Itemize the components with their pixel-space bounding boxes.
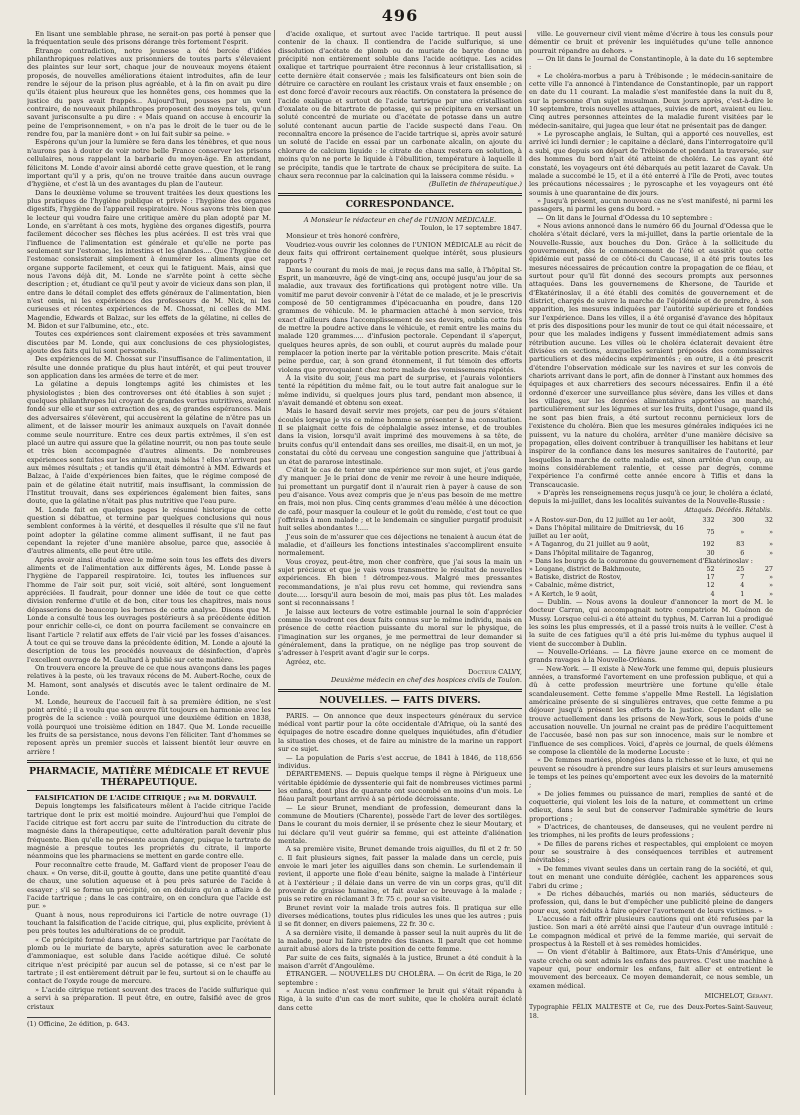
paragraph: » Jusqu'à présent, aucun nouveau cas ne s'est manifesté, ni parmi les passagers, ni parmi les gens du bord. » — [529, 196, 773, 214]
paragraph: ville. Le gouverneur civil vient même d'écrire à tous les consuls pour démentir ce bruit et prévenir les inquiétudes qu'une telle annonce pourrait répandre au dehors. » — [529, 30, 773, 55]
paragraph: Dans le courant du mois de mai, je reçus dans ma salle, à l'hôpital St-Esprit, un manœuvre, âgé de vingt-cinq ans, occupé jusqu'au jour de sa maladie, aux travaux des fortifications qui protègent notre ville. Un vomitif me parut devoir convenir à l'état de ce malade, et je le prescrivis composé de 50 centigrammes d'ipécacuanha en poudre, dans 120 grammes de véhicule. M. le pharmacien attaché à mon service, très exact d'ailleurs dans l'accomplissement de ses devoirs, oublia cette fois de mettre la poudre active dans le véhicule, et remit entre les mains du malade 120 grammes..... d'infusion pectorale. Cependant il s'aperçut, quelques heures après, de son oubli, et courut auprès du malade pour remplacer la potion inerte par la véritable potion prescrite. Mais c'était peine perdue, car, à son grand étonnement, il fut témoin des efforts violens que provoquaient chez notre malade des vomissemens répétés. — [278, 265, 522, 374]
table-cell: 17 — [706, 573, 715, 582]
paragraph: » D'actrices, de chanteuses, de danseuses, qui ne veulent perdre ni les triomphes, ni les profits de leurs professions ; — [529, 823, 773, 840]
paragraph: Après avoir ainsi étudié avec le même soin tous les effets des divers aliments et de l'alimentation aux différents âges, M. Londe passe à l'hygiène de l'appareil respiratoire. Ici, toutes les influences sur l'homme de l'air soit pur, soit vicié, soit altéré, sont longuement appréciées. Il faudrait, pour donner une idée de tout ce que cette division renferme d'utile et de bon, citer tous les chapitres, mais nous dépasserions de beaucoup les bornes de cette analyse. Disons que M. Londe a consulté tous les ouvrages postérieurs à sa précédente édition pour enrichir celle-ci, ce dont on pourra facilement se convaincre en lisant l'article ? relatif aux effets de l'air vicié par les fosses d'aisances. À tout ce qui se trouve dans la précédente édition, M. Londe a ajouté la description de tous les procédés nouveaux de désinfection, d'après l'excellent ouvrage de M. Gaultard à publié sur cette matière. — [27, 555, 271, 664]
paragraph: » De jolies femmes ou puissance de mari, remplies de santé et de coquetterie, qui violent les lois de la nature, et commettent un crime odieux, dans le seul but de conserver l'admirable symétrie de leurs proportions ; — [529, 789, 773, 823]
paragraph: A sa dernière visite, il demande à passer seul la nuit auprès du lit de la malade, pour lui faire prendre des tisanes. Il paraît que cet homme aurait abusé alors de la triste position de cette femme. — [278, 928, 522, 954]
paragraph: L'accusée a fait offrir plusieurs cautions qui ont été refusées par la justice. Son mari a été arrêté ainsi que l'auteur d'un ouvrage intitulé : Le compagnon médical et privé de la femme mariée, qui servait de prospectus à la Restell et à ses remèdes homicides. — [529, 914, 773, 948]
table-cell: 12 — [706, 581, 715, 590]
paragraph: — Le sieur Brunet, mendiant de profession, demeurant dans la commune de Moutiers (Charente), possède l'art de lever des sortilèges. Dans le courant du mois dernier, il se présente chez le sieur Moutary, et lui déclare qu'il veut guérir sa femme, qui est atteinte d'aliénation mentale. — [278, 803, 522, 845]
table-cell: 30 — [706, 548, 715, 557]
paragraph: DÉPARTEMENS. — Depuis quelque temps il règne à Périgueux une véritable épidémie de dyssenterie qui fait de nombreuses victimes parmi les enfans, dont plus de quarante ont succombé en moins d'un mois. Le fléau paraît pourtant arrivé à sa période décroissante. — [278, 770, 522, 804]
table-cell: 75 — [706, 528, 715, 537]
table-cell: » — [769, 540, 773, 549]
table-row — [529, 557, 773, 565]
book-review-text — [27, 30, 271, 756]
table-cell: » — [769, 581, 773, 590]
paragraph: Espérons qu'un jour la lumière se fera dans les ténèbres, et que nous n'aurons pas à douter de voir notre belle France conserver les prisons cellulaires, nous rappelant la barbarie du moyen-âge. En attendant, félicitons M. Londe d'avoir ainsi abordé cette grave question, et le rang important qu'il y a pris, qu'on ne trouve traitée dans aucun ouvrage d'hygiène, et c'est là un des avantages du plan de l'auteur. — [27, 138, 271, 189]
table-row — [529, 516, 773, 524]
paragraph: — On lit dans le Journal de Constantinople, à la date du 16 septembre : — [529, 55, 773, 72]
paragraph: — Nouvelle-Orléans. — La fièvre jaune exerce en ce moment de grands ravages à la Nouvelle-Orléans. — [529, 647, 773, 665]
paragraph: À la visite du soir, j'eus ma part de surprise, et j'aurais volontiers tenté la répétition du même fait, ou le tout autre fait analogue sur le même individu, si quelques jours plus tard, pendant mon absence, il n'avait demandé et obtenu son exeat. — [278, 374, 522, 408]
section-rule — [27, 762, 271, 763]
table-cell: » — [769, 573, 773, 582]
table-cell: » — [769, 589, 773, 598]
paragraph: « Aucun indice n'est venu confirmer le bruit qui s'était répandu à Riga, à la suite d'un cas de mort subite, que le choléra aurait éclaté dans cette — [278, 987, 522, 1012]
table-row — [529, 573, 773, 581]
paragraph: Des expériences de M. Chossat sur l'insuffisance de l'alimentation, il résulte une donnée pratique du plus haut intérêt, et qui peut trouver son application dans les armées de terre et de mer. — [27, 355, 271, 381]
paragraph: — On vient d'établir à Baltimore, aux États-Unis d'Amérique, une vaste crèche où sont admis les enfans des pauvres. C'est une machine à vapeur qui, pour endormir les enfans, fait aller et entretient le mouvement des berceaux. Ce moyen demanderait, ce nous semble, un examen médical. — [529, 948, 773, 990]
table-cell: 4 — [740, 581, 745, 590]
table-row — [529, 565, 773, 573]
section-rule — [27, 790, 271, 791]
table-cell: 300 — [732, 515, 745, 524]
paragraph: — La population de Paris s'est accrue, de 1841 à 1846, de 118,656 individus. — [278, 753, 522, 770]
letter-close: Agréez, etc. — [286, 657, 326, 666]
paragraph: » De filles de parens riches et respectables, qui emploient ce moyen pour se soustraire à des conséquences terribles et autrement inévitables ; — [529, 839, 773, 865]
section-title-correspondance: CORRESPONDANCE. — [345, 198, 455, 210]
section-rule — [278, 193, 522, 194]
paragraph: ÉTRANGER. — NOUVELLES DU CHOLÉRA. — On écrit de Riga, le 20 septembre : — [278, 970, 522, 987]
paragraph: Pour reconnaître cette fraude, M. Gaffard vient de proposer l'eau de chaux. « On verse, dit-il, goutte à goutte, dans une petite quantité d'eau de chaux, une solution aqueuse et à peu près saturée de l'acide à essayer ; s'il se forme un précipité, on en déduira qu'on a affaire à de l'acide tartrique ; dans le cas contraire, on en conclura que l'acide est pur. » — [27, 860, 271, 911]
paragraph: Vous croyez, peut-être, mon cher confrère, que j'ai sous la main un sujet précieux et que je vais vous transmettre le résultat de nouvelles expériences. Eh bien ! détrompez-vous. Malgré mes pressantes recommandations, je n'ai plus revu cet homme, qui reviendra sans doute..... lorsqu'il aura besoin de moi, mais pas plus tôt. Les malades sont si reconnaissans ! — [278, 557, 522, 608]
letter-signature: Docteur CALVY, — [467, 668, 522, 677]
section-rule — [27, 760, 271, 761]
paragraph: Étrange contradiction, notre jeunesse a été bercée d'idées philanthropiques relatives aux prisonniers de toutes parts s'élevaient des plaintes sur leur sort, chaque jour de nouveaux moyens étaient proposés, de nouvelles améliorations étaient introduites, afin de leur rendre le séjour de la prison plus agréable, et à la fin on avait pu dire qu'ils étaient plus heureux que les honnêtes gens, ces hommes que la justice du pays avait frappés... Aujourd'hui, pousses par un vent contraire, de nouveaux philanthropes proposent des moyens tels, qu'un savant jurisconsulte a pu dire : « Mais quand on accuse à encourir la peine de l'emprisonnement, » on n'a pas le droit de le tuer ou de le rendre fou, par la manière dont » on lui fait subir sa peine. » — [27, 46, 271, 139]
table-row — [529, 581, 773, 589]
section-title-pharmacie: PHARMACIE, MATIÈRE MÉDICALE ET REVUE THÉRAPEUTIQUE. — [29, 765, 269, 788]
section-rule — [278, 195, 522, 196]
section-title-nouvelles: NOUVELLES. — FAITS DIVERS. — [319, 694, 481, 706]
gerant-signature: MICHELOT, Gérant. — [704, 991, 773, 1000]
table-cell: 1 — [740, 589, 745, 598]
table-cell-place: » Dans les bourgs de la couronne du gouvernement d'Ékatérinoslav : — [529, 556, 753, 565]
paragraph: PARIS. — On annonce que deux inspecteurs généraux du service médical vont partir pour la côte occidentale d'Afrique, où la santé des équipages de notre escadre donne quelques inquiétudes, afin d'étudier la situation des choses, et de faire au ministre de la marine un rapport sur ce sujet. — [278, 711, 522, 754]
table-cell: 332 — [702, 515, 715, 524]
table-cell-place: » A Kertch, le 9 août, — [529, 589, 598, 598]
paragraph: » D'après les renseignemens reçus jusqu'à ce jour, le choléra a éclaté, depuis la mi-juillet, dans les localités suivantes de la Nouvelle-Russie : — [529, 488, 773, 506]
table-cell: 27 — [764, 565, 773, 574]
letter-salutation: Monsieur et très honoré confrère, — [286, 232, 400, 241]
letter-address: A Monsieur le rédacteur en chef de l'UNION MÉDICALE. — [303, 215, 497, 224]
paragraph: » L'acide citrique retient souvent des traces de l'acide sulfurique qui a servi à sa préparation. Il peut être, en outre, falsifié avec de gros cristaux — [27, 985, 271, 1011]
paragraph: d'acide oxalique, et surtout avec l'acide tartrique. Il peut aussi contenir de la chaux. Il contiendra de l'acide sulfurique, si une dissolution d'acétate de plomb ou de muriate de baryte donne un précipité non entièrement soluble dans l'acide acétique. Les acides oxalique et tartrique pourraient être reconnus à leur cristallisation, si cette dernière était conservée ; mais les falsificateurs ont bien soin de détruire ce caractère en roulant les cristaux vrais et faux ensemble ; on est donc forcé d'avoir recours aux réactifs. On constatera la présence de l'acide oxalique et surtout de l'acide tartrique par une cristallisation d'oxalate ou de bitartrate de potasse, qui se précipitera en versant un soluté concentré de muriate ou d'acétate de potasse dans un autre soluté contenant aucun partie de l'acide suspecté dans l'eau. On reconnaîtra encore la présence de l'acide tartrique si, après avoir saturé un soluté de l'acide en essai par un carbonate alcalin, on ajoute du chlorure de calcium liquide : le citrate de chaux restera en solution, à moins qu'on ne porte le liquide à l'ébullition, température à laquelle il se précipite, tandis que le tartrate de chaux se précipitera de suite. La chaux sera reconnue par la calcination qui la laissera comme résidu. » — [278, 30, 522, 180]
paragraph: « Le choléra-morbus a paru à Trébisonde ; le médecin-sanitaire de cette ville l'a annoncé à l'intendance de Constantinople, par un rapport en date du 11 courant. La maladie s'est manifestée dans la nuit du 8, sur la personne d'un sujet musulman. Deux jours après, c'est-à-dire le 10 septembre, trois nouvelles attaques, suivies de mort, avaient eu lieu. Cinq autres personnes atteintes de la maladie furent visitées par le médecin-sanitaire, qui jugea que leur état ne présentait pas de danger. — [529, 71, 773, 130]
paragraph: « De femmes mariées, plongées dans la richesse et le luxe, et qui ne peuvent se résoudre à prendre sur leurs plaisirs et sur leurs amusemens le temps et les peines qu'emportent avec eux les devoirs de la maternité ; — [529, 756, 773, 790]
table-cell-place: » Dans l'hôpital militaire de Dmitrievsk, du 16 juillet au 1er août, — [529, 524, 684, 541]
table-cell: 6 — [740, 548, 745, 557]
table-cell-place: » Dans l'hôpital militaire de Taganrog, — [529, 548, 654, 557]
table-row — [529, 540, 773, 548]
paragraph: » De femmes vivant seules dans un certain rang de la société, et qui, tout en menant une conduite déréglée, cachent les apparences sous l'abri du crime ; — [529, 864, 773, 890]
paragraph: C'était le cas de tenter une expérience sur mon sujet, et j'eus garde d'y manquer. Je le priai donc de venir me revoir à une heure indiquée, lui promettant un purgatif dont il n'aurait rien à payer à cause de son peu d'aisance. Vous avez compris que je n'eus pas besoin de me mettre en frais, moi non plus. Cinq cents grammes d'eau mêlée à une décoction de café, pour masquer la couleur et le goût du remède, c'est tout ce que j'offrirais à mon malade ; et le lendemain ce singulier purgatif produisit huit selles abondantes !..... — [278, 465, 522, 533]
paragraph: — On lit dans le Journal d'Odessa du 10 septembre : — [537, 213, 713, 222]
table-cell: 25 — [736, 565, 745, 574]
table-header: Rétablis. — [745, 506, 772, 514]
paragraph: » De riches débauchés, mariés ou non mariés, séducteurs de profession, qui, dans le but d'empêcher une publicité pleine de dangers pour eux, sont réduits à faire opérer l'avortement de leurs victimes. » — [529, 889, 773, 915]
table-row — [529, 590, 773, 598]
footnote: (1) Officine, 2e édition, p. 643. — [27, 1017, 271, 1028]
paragraph: On trouvera encore la preuve de ce que nous avançons dans les pages relatives à la peste, où les travaux récens de M. Aubert-Roche, ceux de M. Hamont, sont analysés et discutés avec le talent ordinaire de M. Londe. — [27, 664, 271, 698]
table-cell: » — [740, 528, 745, 537]
letter-dateline: Toulon, le 17 septembre 1847. — [420, 223, 522, 232]
section-rule — [278, 691, 522, 692]
table-header-row — [529, 506, 773, 516]
paragraph: J'eus soin de m'assurer que ces déjections ne tenaient à aucun état de maladie, et d'ailleurs les fonctions intestinales s'accomplirent ensuite normalement. — [278, 532, 522, 558]
table-cell: 192 — [702, 540, 715, 549]
paragraph: Par suite de ces faits, signalés à la justice, Brunet a été conduit à la maison d'arrêt d'Angoulême. — [278, 953, 522, 971]
paragraph: Voudriez-vous ouvrir les colonnes de l'UNION MÉDICALE au récit de deux faits qui offriront certainement quelque intérêt, sous plusieurs rapports ? — [278, 240, 522, 266]
source-citation: (Bulletin de thérapeutique.) — [428, 180, 522, 189]
paragraph: « Nous avions annoncé dans le numéro 66 du Journal d'Odessa que le choléra s'était déclaré, vers la mi-juillet, dans la partie orientale de la Nouvelle-Russie, aux bouches du Don. Grâce à la sollicitude du gouvernement, dès le commencement de l'été et aussitôt que cette épidémie eut passé de ce côté-ci du Caucase, il a été pris toutes les mesures nécessaires de précaution contre la propagation de ce fléau, et surtout pour qu'il fût donné des secours prompts aux personnes attaquées. Dans les gouvernemens de Khersone, de Tauride et d'Ékatérinoslav, il a été établi des comités de gouvernement et de district, chargés de suivre la marche de l'épidémie et de prendre, à son apparition, les mesures indiquées par l'autorité supérieure et fondées sur l'expérience. Dans les villes, il a été organisé d'avance des hôpitaux et pris des dispositions pour les munir de tout ce qui était nécessaire, et pour que les malades indigens y fussent immédiatement admis sans rétribution aucune. Les villes où le choléra éclaterait devaient être divisées en sections, auxquelles seraient préposés des commissaires particuliers et des médecins expérimentés ; en outre, il a été prescrit d'étendre l'observation médicale sur les navires et sur les convois de chariots arrivant dans le port, afin de donner à l'instant aux hommes des équipages et aux charretiers des secours nécessaires. Enfin il a été ordonné d'exercer une surveillance plus sévère, dans les villes et dans les villages, sur les denrées alimentaires apportées au marché, particulièrement sur les légumes et sur les fruits, dont l'usage, quand ils ne sont pas bien frais, a été surtout reconnu pernicieux lors de l'existence du choléra. Bien que les mesures générales indiquées ici ne puissent, vu la nature du choléra, arrêter d'une manière décisive sa propagation, elles doivent contribuer à tranquilliser les habitans et leur inspirer de la confiance dans les mesures sanitaires de l'autorité, par lesquelles la marche de cette maladie est, sinon arrêtée d'un coup, au moins considérablement ralentie, et cesse par degrés, comme l'expérience l'a confirmé cette année encore à Tiflis et dans la Transcaucasie. — [529, 221, 773, 489]
table-cell: 52 — [706, 565, 715, 574]
letter-signer-role: Deuxième médecin en chef des hospices civils de Toulon. — [330, 676, 522, 685]
table-cell: 32 — [764, 515, 773, 524]
table-cell: » — [769, 548, 773, 557]
printer-imprint: Typographie FÉLIX MALTESTE et Ce, rue des Deux-Portes-Saint-Sauveur, 18. — [529, 1004, 773, 1020]
table-cell-place: » A Taganrog, du 21 juillet au 9 août, — [529, 540, 650, 549]
paragraph: Dans le deuxième volume se trouvent traitées les deux questions les plus pratiques de l'hygiène publique et privée : l'hygiène des organes digestifs, l'hygiène de l'appareil respiratoire. Nous savons très bien que le lecteur qui voudra faire une critique amère du plan adopté par M. Londe, en s'arrêtant à ces mots, hygiène des organes digestifs, pourra facilement décocher ses flèches les plus acérées. Il est très vrai que l'influence de l'alimentation est générale et qu'elle ne porte pas seulement sur l'estomac, les intestins et les glandes.... Que l'hygiène de l'estomac consisterait simplement à énumérer les aliments que cet organe supporte facilement, et ceux qui le fatiguent. Mais, ainsi que nous l'avons déjà dit, M. Londe ne s'arrête point à cette sèche description ; et, étudiant ce qu'il peut y avoir de vicieux dans son plan, il entre dans le détail complet des effets généraux de l'alimentation, bien n'est omis, ni les expériences des professeurs de M. Nick, ni les curieuses et récentes expériences de M. Chossat, ni celles de MM. Magendie, Edwards et Balzac, sur les effets de la gélatine, ni celles de M. Bidon et sur l'albumine, etc., etc. — [27, 188, 271, 331]
table-cell-place: » A Rostov-sur-Don, du 12 juillet au 1er août, — [529, 515, 676, 524]
paragraph: A sa première visite, Brunet demande trois aiguilles, du fil et 2 fr. 50 c. Il fait plusieurs signes, fait passer la malade dans un cercle, puis envoie le mari jeter les aiguilles dans son chemin. Le surlendemain il revient, il apporte une fiole d'eau bénite, saigne la malade à l'intérieur et à l'extérieur ; il délaie dans un verre de vin un corps gras, qu'il dit provenir de graisse humaine, et fait avaler ce breuvage à la malade ; puis se retire en réclamant 3 fr. 75 c. pour sa visite. — [278, 845, 522, 904]
paragraph: M. Londe, heureux de l'accueil fait à sa première édition, ne s'est point arrêté ; il a voulu que son œuvre fût toujours en harmonie avec les progrès de la science : voilà pourquoi une deuxième édition en 1838, voilà pourquoi une troisième édition en 1847. Que M. Londe recueille les fruits de sa persistance, nous devons l'en féliciter. Tant d'hommes se reposent après un premier succès et laissent bientôt leur œuvre en arrière ! — [27, 697, 271, 756]
table-cell-place: » Cabalnic, même district, — [529, 581, 615, 590]
paragraph: M. Londe fait en quelques pages le résumé historique de cette question si débattue, et termine par quelques conclusions qui nous semblent conformes à la vérité, et desquelles il résulte que s'il ne faut point adopter la gélatine comme aliment suffisant, il ne faut pas cependant la rejeter d'une manière absolue, parce que, associée à d'autres aliments, elle peut être utile. — [27, 505, 271, 556]
paragraph: Brunet revint voir la malade trois autres fois. Il pratiqua sur elle diverses médications, toutes plus ridicules les unes que les autres ; puis il se fit donner, en divers paiemens, 22 fr. 30 c. — [278, 903, 522, 929]
cholera-statistics-table — [529, 506, 773, 598]
paragraph: — Dublin. — Nous avons la douleur d'annoncer la mort de M. le docteur Carran, qui accompagnait notre compatriote M. Guénon de Mussy. Lorsque celui-ci a été atteint du typhus, M. Carran lui a prodigué les soins les plus empressés, et il a passé trois nuits à le veiller. C'est à la suite de ces fatigues qu'il a été pris lui-même du typhus auquel il vient de succomber à Dublin. — [529, 597, 773, 648]
paragraph: Je laisse aux lecteurs de votre estimable journal le soin d'apprécier comme ils voudront ces deux faits connus sur le même individu, mais en présence de cette réaction puissante du moral sur le physique, de l'imagination sur les organes, je me permettrai de leur demander si généralement, dans la pratique, on ne néglige pas trop souvent de s'adresser à l'esprit avant d'agir sur le corps. — [278, 607, 522, 658]
table-cell: 4 — [710, 589, 715, 598]
table-cell: » — [769, 528, 773, 537]
table-cell: 7 — [740, 573, 745, 582]
section-rule — [278, 212, 522, 213]
table-cell-place: » Lougane, district de Bakhmoute, — [529, 565, 642, 574]
table-row — [529, 549, 773, 557]
table-header: Attaqués. — [684, 506, 714, 514]
column-rule-left — [274, 30, 275, 1095]
paragraph: « Ce précipité formé dans un soluté d'acide tartrique par l'acétate de plomb ou le muriate de baryte, après saturation avec le carbonate d'ammoniaque, est soluble dans l'acide acétique dilué. Ce soluté citrique n'est précipité par aucun sel de potasse, si ce n'est par le tartrate ; il est entièrement détruit par le feu, surtout si on le chauffe au contact de l'oxyde rouge de mercure. — [27, 935, 271, 986]
paragraph: Quant à nous, nous reproduirons ici l'article de notre ouvrage (1) touchant la falsification de l'acide citrique, qui, plus explicite, prévient à peu près toutes les adultérations de ce produit. — [27, 910, 271, 936]
column-middle — [278, 30, 522, 1102]
page-number: 496 — [381, 6, 419, 25]
column-right — [529, 30, 773, 1102]
table-row — [529, 524, 773, 540]
table-header: Décédés. — [715, 506, 744, 514]
paragraph: En lisant une semblable phrase, ne serait-on pas porté à penser que la fréquentation seule des prisons dérange très fortement l'esprit. — [27, 30, 271, 47]
section-rule — [278, 689, 522, 690]
paragraph: Toutes ces expériences sont clairement exposées et très savamment discutées par M. Londe, qui aux conclusions de ces physiologistes, ajoute des faits qui lui sont personnels. — [27, 330, 271, 356]
section-rule — [278, 708, 522, 709]
column-left — [27, 30, 271, 1102]
paragraph: » Le pyroscaphe anglais, le Sultan, qui a apporté ces nouvelles, est arrivé ici lundi dernier ; le capitaine a déclaré, dans l'interrogatoire qu'il a subi, que depuis son départ de Trébisonde et pendant la traversée, sur des hommes du bord n'ait été atteint de choléra. Le cas ayant été constaté, les voyageurs ont été débarqués au petit lazaret de Cavak. Un malade a succombé le 15, et il a été enterré à l'île de Proti, avec toutes les précautions nécessaires ; le pyroscaphe et les voyageurs ont été soumis à une quarantaine de dix jours. — [529, 130, 773, 197]
article-heading: FALSIFICATION DE L'ACIDE CITRIQUE ; par M. DORVAULT. — [35, 793, 257, 802]
column-rule-right — [525, 30, 526, 1095]
table-cell-place: » Batiske, district de Rostov, — [529, 573, 622, 582]
paragraph: La gélatine a depuis longtemps agité les chimistes et les physiologistes ; bien des controverses ont été établies à son sujet ; quelques philanthropes lui croyant de grandes vertus nutritives, avaient fondé sur elle et sur son extraction des es, de grandes espérances. Mais des adversaires s'élevèrent, qui accusèrent la gélatine de n'être pas un aliment, et de laisser mourir les animaux auxquels on l'avait donnée comme seule nourriture. Entre ces deux partis extrêmes, il s'en est placé un autre qui assure que la gélatine nourrit, ou non pas toute seule et très bien accompagnée d'autres aliments. De nombreuses expériences sont faites sur les animaux, mais hélas ! elles n'arrivent pas aux mêmes résultats ; et tandis qu'il était démontré à MM. Edwards et Balzac, à l'aide d'expériences bien faites, que le régime composé de pain et de gélatine était nutritif, mais insuffisant, la commission de l'Institut trouvait, dans ses expériences également bien faites, sans doute, que la gélatine n'était pas plus nutritive que l'eau pure. — [27, 380, 271, 506]
paragraph: Depuis longtemps les falsificateurs mêlent à l'acide citrique l'acide tartrique dont le prix est moitié moindre. Aujourd'hui que l'emploi de l'acide citrique est fort accru par suite de l'introduction du citrate de magnésie dans la thérapeutique, cette adultération paraît devenir plus fréquente. Bien qu'elle ne présente aucun danger, puisque le tartrate de magnésie a presque toutes les propriétés du citrate, il importe néanmoins que les pharmaciens se mettent en garde contre elle. — [27, 802, 271, 861]
table-cell: 83 — [736, 540, 745, 549]
paragraph: Mais le hasard devait servir mes projets, car peu de jours s'étaient écoulés lorsque je vis ce même homme se présenter à ma consultation. Il se plaignait cette fois de céphalalgie assez intense, et de troubles dans la vision, lorsqu'il avait imprimé des mouvemens à sa tête, de bruits confus qu'il entendait dans ses oreilles, me disait-il, en un mot, je constatai du côté du cerveau une congestion sanguine que j'attribuai à un état de pararose intestinale. — [278, 407, 522, 466]
paragraph: — New-York. — Il existe à New-York une femme qui, depuis plusieurs années, a transformé l'avortement en une profession publique, et qui a dû à cette profession meurtrière une fortune qu'elle étale scandaleusement. Cette femme s'appelle Mme Restell. La législation américaine présente de si singulières entraves, que cette femme a pu déjouer jusqu'à présent les efforts de la justice. Cependant elle se trouve actuellement dans les prisons de New-York, sous le poids d'une accusation nouvelle. Un journal ne craint pas de prédire l'acquittement de l'accusée, basé non pas sur son innocence, mais sur le nombre et l'influence de ses complices. Voici, d'après ce journal, de quels élémens se compose la clientèle de la moderne Locuste : — [529, 664, 773, 757]
